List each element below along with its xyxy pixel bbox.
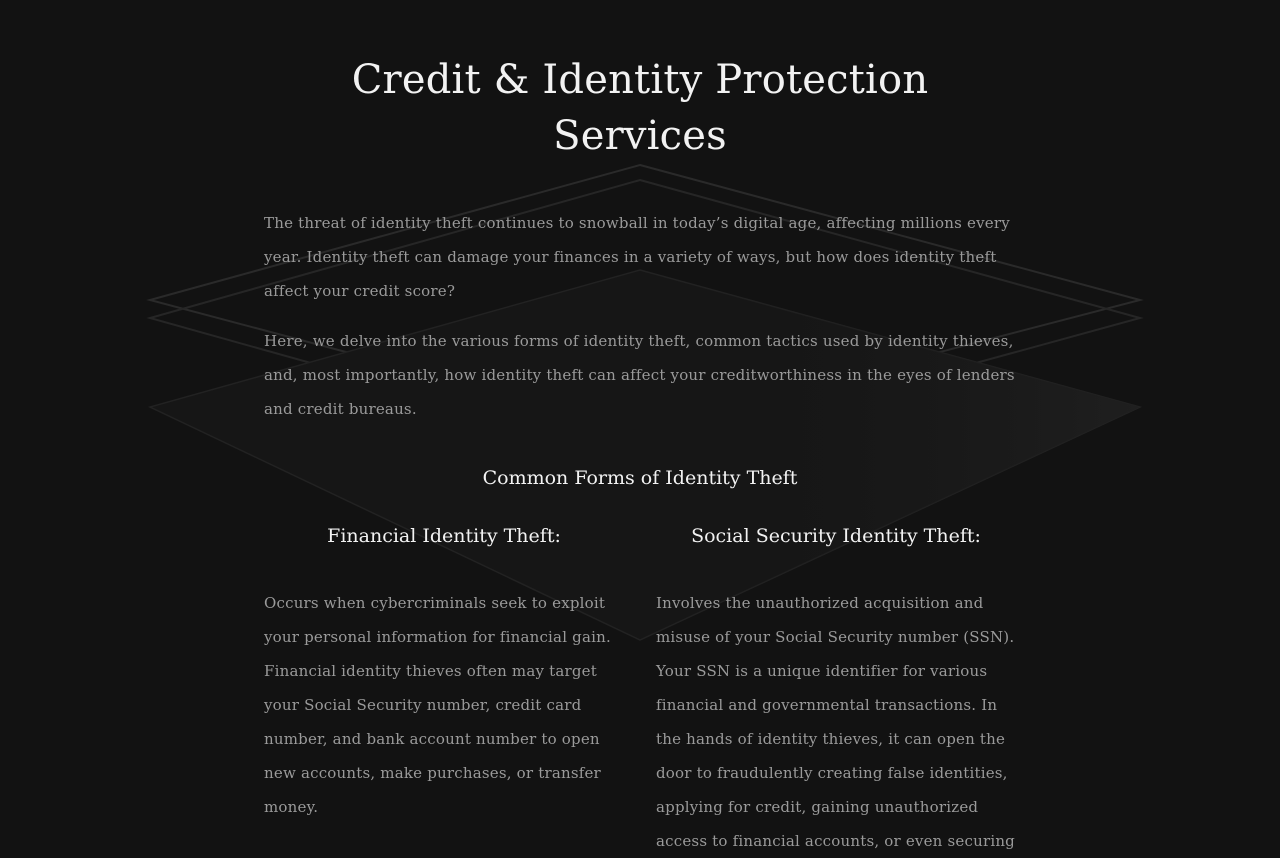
- theft-types-columns: [264, 522, 1016, 858]
- page-title: Credit & Identity Protection Services: [351, 57, 929, 159]
- column-text: Involves the unauthorized acquisition and misuse of your Social Security number (SSN). Your SSN is a unique identifier for various financial and governmental transactions. In the hands of identity thieves, it can open the door to fraudulently creating false identities, applying for credit, gaining unauthorized access to financial accounts, or even securing: [656, 594, 1015, 850]
- financial-identity-theft-column: [264, 522, 624, 858]
- column-title: Social Security Identity Theft:: [691, 525, 981, 547]
- social-security-identity-theft-column: [656, 522, 1016, 858]
- section-title: Common Forms of Identity Theft: [482, 467, 798, 489]
- column-text: Occurs when cybercriminals seek to exploit your personal information for financial gain. Financial identity thieves often may target your Social Security number, credit card number, and bank account number to open new accounts, make purchases, or transfer money.: [264, 594, 611, 816]
- main-content: [264, 0, 1016, 858]
- intro-paragraph: The threat of identity theft continues to snowball in today’s digital age, affecting millions every year. Identity theft can damage your finances in a variety of ways, but how does identity theft affect your credit score?: [264, 214, 1010, 300]
- intro-paragraph: Here, we delve into the various forms of identity theft, common tactics used by identity thieves, and, most importantly, how identity theft can affect your creditworthiness in the eyes of lenders and credit bureaus.: [264, 332, 1015, 418]
- intro-section: [264, 206, 1016, 426]
- column-title: Financial Identity Theft:: [327, 525, 561, 547]
